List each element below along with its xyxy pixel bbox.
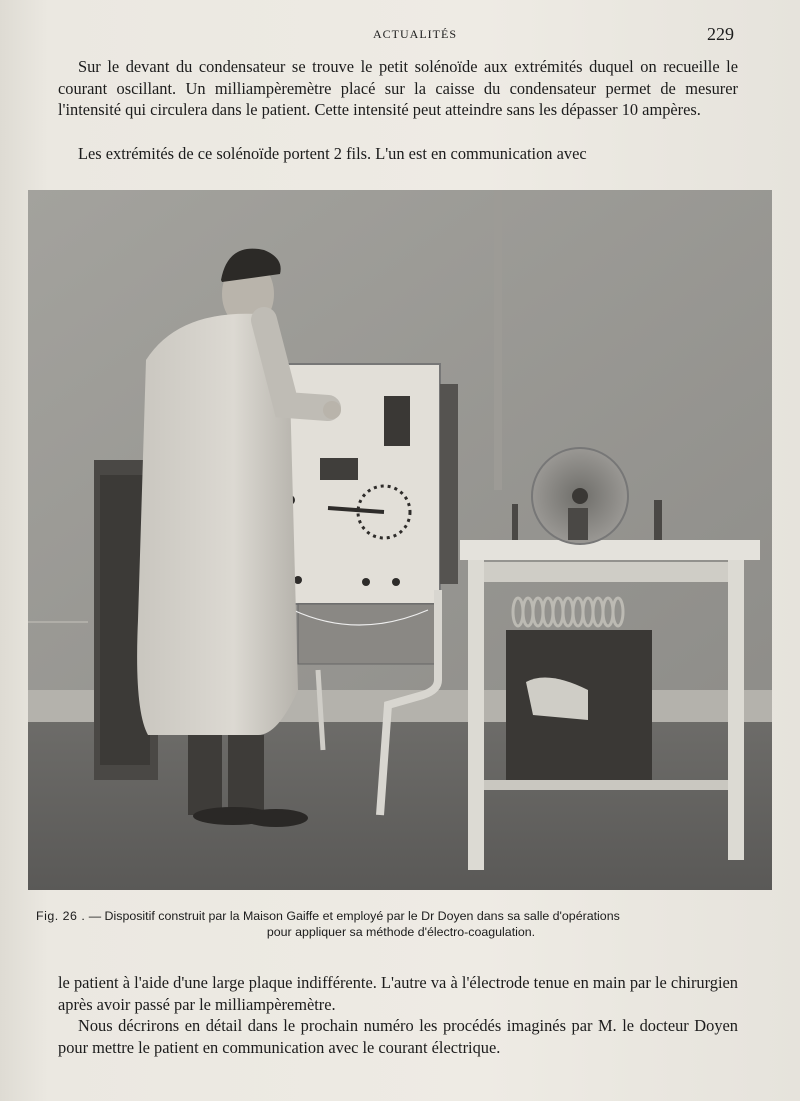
caption-line-1: — Dispositif construit par la Maison Gaiffe et employé par le Dr Doyen dans sa salle d'opérations: [88, 909, 620, 923]
figure-photograph: [28, 190, 772, 890]
paragraph-doyen: Nous décrirons en détail dans le prochain numéro les procédés imaginés par M. le docteur Doyen pour mettre le patient en communication avec le courant électrique.: [58, 1016, 738, 1057]
figure-label: Fig. 26 .: [36, 909, 86, 923]
caption-line-2: pour appliquer sa méthode d'électro-coagulation.: [266, 925, 536, 939]
paragraph-patient: le patient à l'aide d'une large plaque indifférente. L'autre va à l'électrode tenue en main par le chirurgien après avoir passé par le milliampèremètre.: [58, 973, 738, 1014]
page-number: 229: [707, 24, 734, 44]
paragraph-condensateur: Sur le devant du condensateur se trouve le petit solénoïde aux extrémités duquel on recueille le courant oscillant. Un milliampèremètre placé sur la caisse du condensateur permet de mesurer l'intensité qui circulera dans le patient. Cette intensité peut atteindre sans les dépasser 10 ampères.: [58, 57, 738, 119]
paragraph-solenoide: Les extrémités de ce solénoïde portent 2 fils. L'un est en communication avec: [78, 144, 587, 163]
running-head: [0, 24, 800, 46]
figure-caption: [36, 908, 766, 940]
photo-illustration: [28, 190, 772, 890]
running-title: ACTUALITÉS: [373, 27, 457, 41]
